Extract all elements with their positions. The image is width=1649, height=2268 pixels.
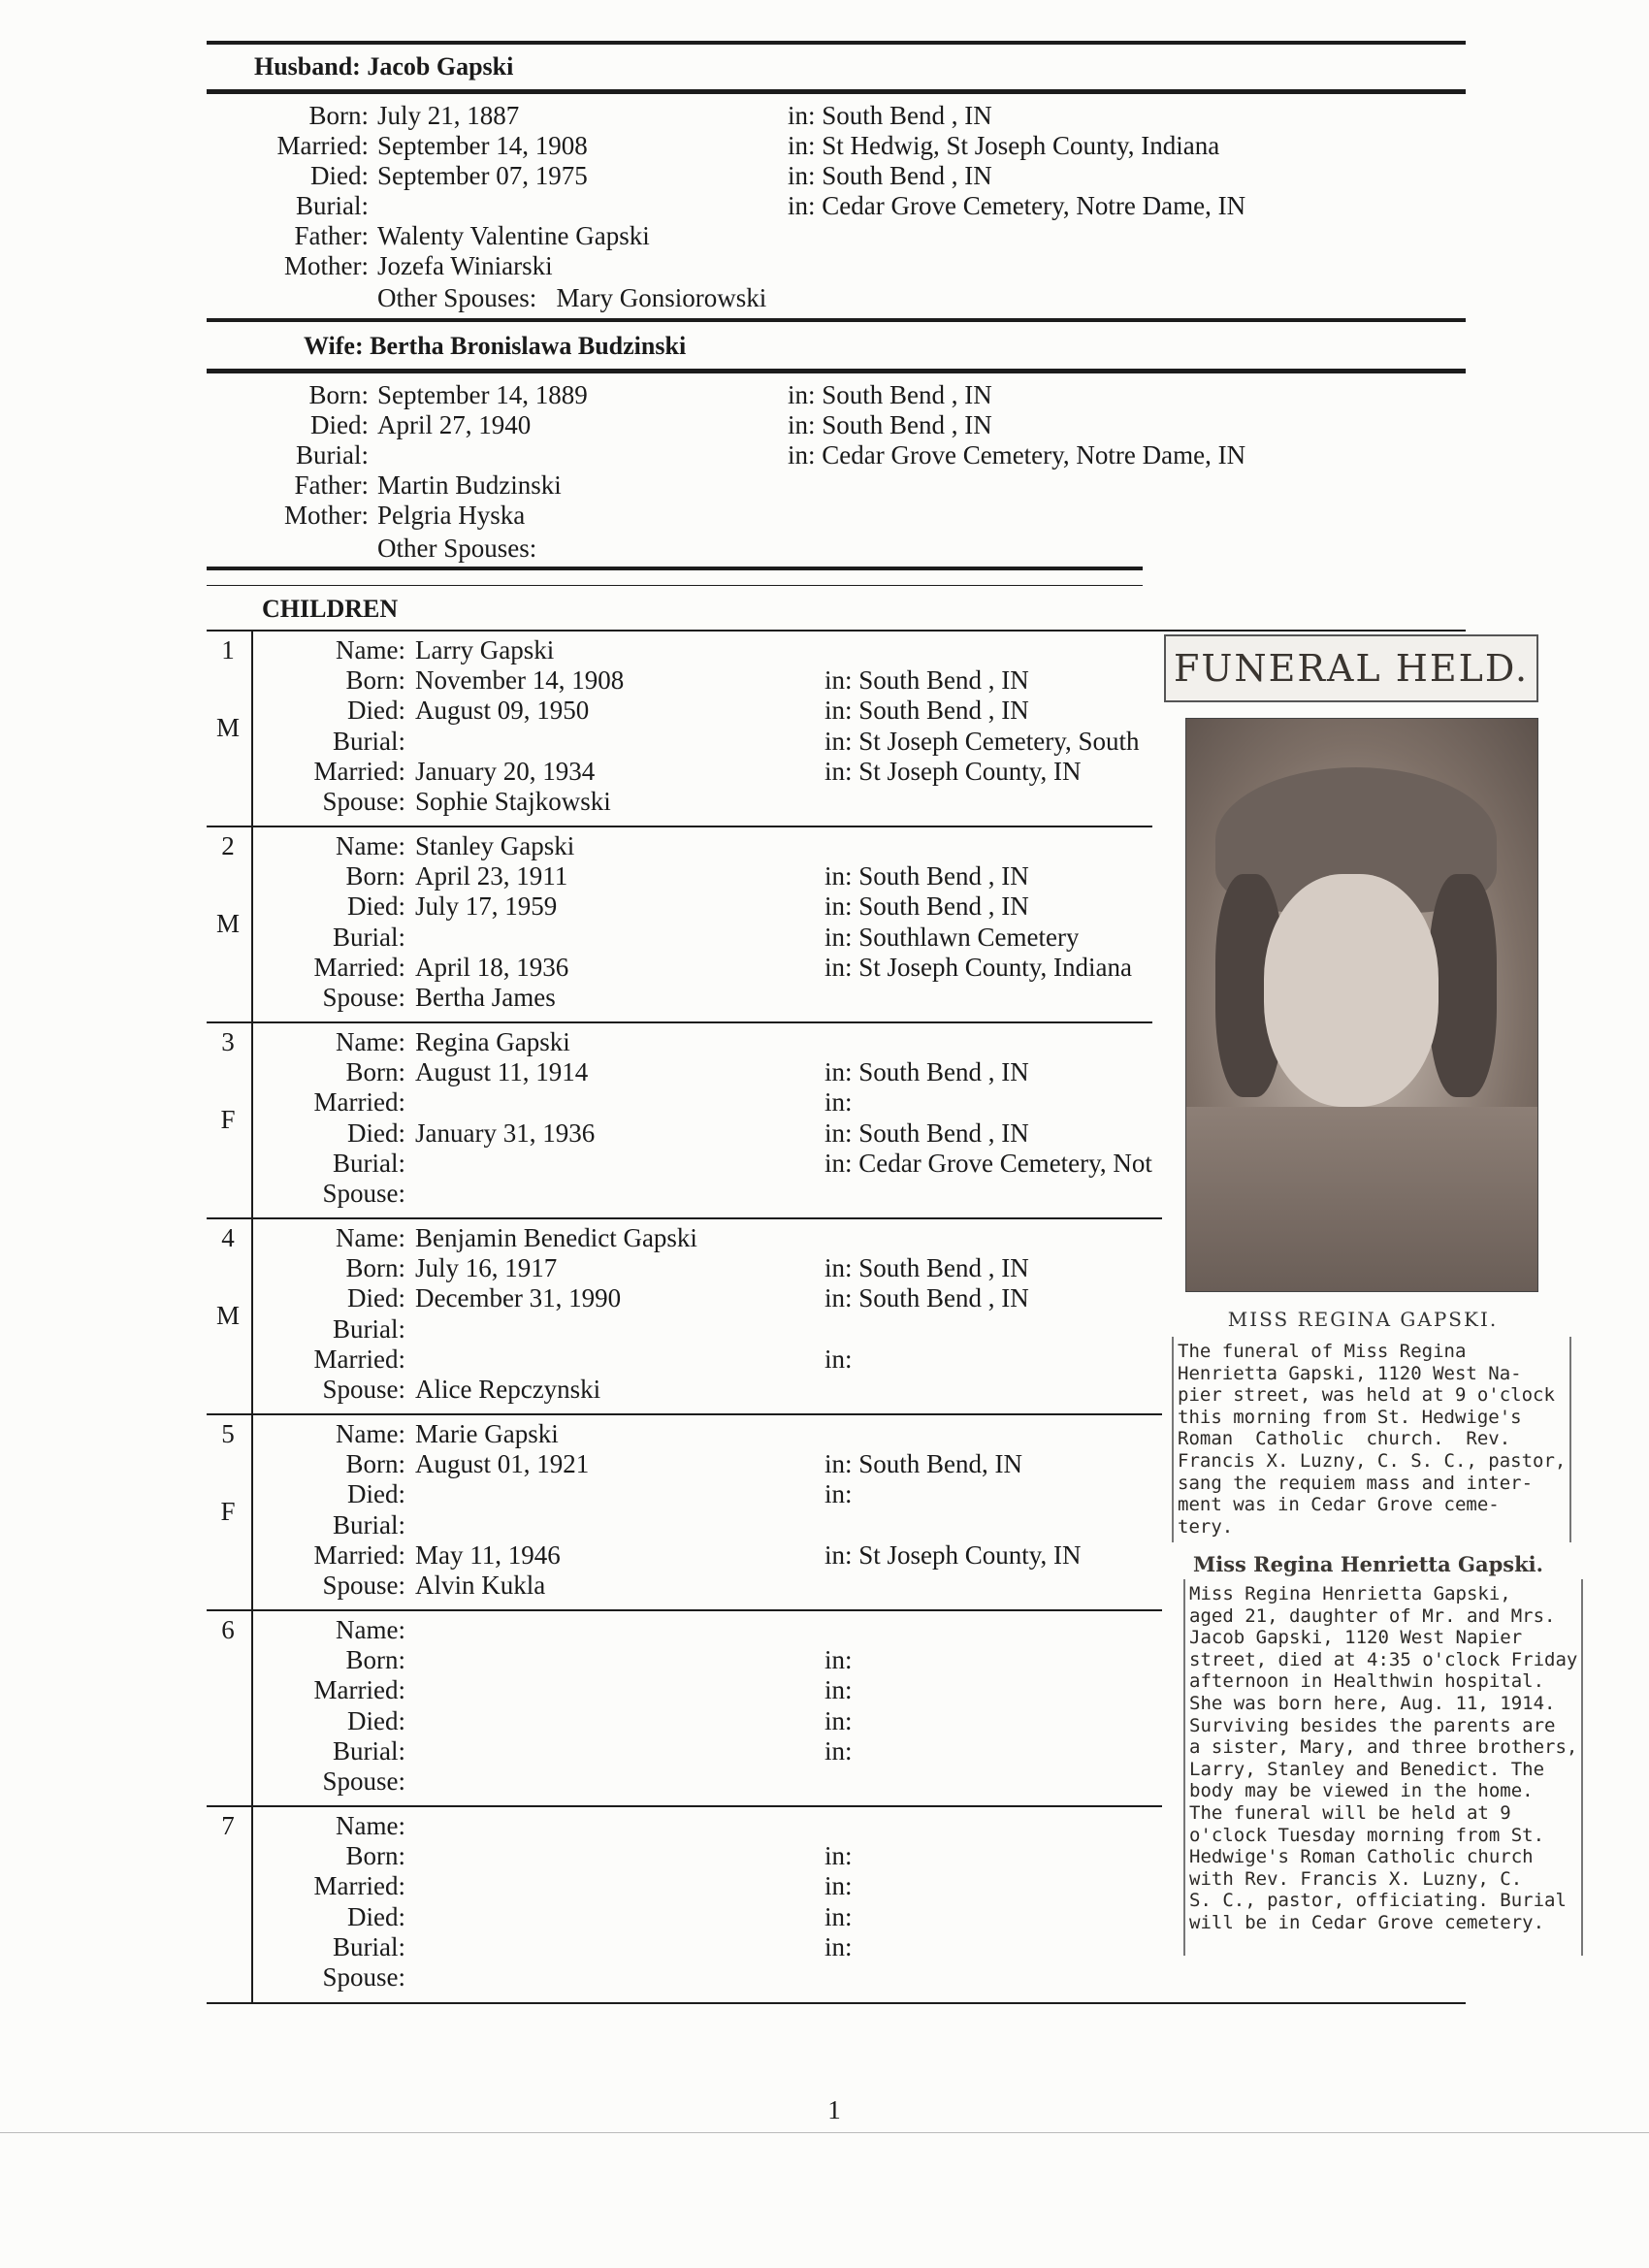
child-fact-value: April 18, 1936 (415, 952, 569, 982)
child-fact-place: in: South Bend , IN (824, 1253, 1029, 1283)
child-fact-value: Regina Gapski (415, 1027, 570, 1056)
child-fact-label: Spouse: (322, 787, 405, 816)
wife-fact-place: in: South Bend , IN (788, 410, 992, 439)
child-fact-value: Marie Gapski (415, 1419, 559, 1448)
husband-fact-value: July 21, 1887 (377, 101, 520, 130)
funeral-notice (1178, 1341, 1566, 1538)
child-fact-label: Burial: (333, 1735, 405, 1766)
child-fact-place: in: (824, 1735, 853, 1766)
wife-title-label: Wife: (304, 332, 364, 360)
child-fact-value: Larry Gapski (415, 635, 555, 664)
child-number: 2 (221, 831, 235, 860)
child-fact-place: in: St Joseph County, IN (824, 756, 1082, 786)
child-fact-label: Spouse: (322, 1962, 405, 1992)
husband-fact-place: in: South Bend , IN (788, 101, 992, 130)
child-fact-place: in: (824, 1344, 853, 1374)
child-fact-place: in: Cedar Grove Cemetery, Not (824, 1148, 1152, 1178)
wife-fact-label: Burial: (296, 440, 369, 470)
child-sex: M (215, 1301, 240, 1330)
wife-other-spouses: Other Spouses: (377, 534, 537, 563)
child-fact-value: Alice Repczynski (415, 1375, 601, 1404)
child-fact-value: January 31, 1936 (415, 1118, 596, 1148)
top-rule (207, 41, 1466, 45)
photo-coat (1186, 1107, 1537, 1291)
husband-title-label: Husband: (254, 52, 361, 81)
child-sex: F (220, 1105, 236, 1134)
child-number: 3 (221, 1027, 235, 1056)
husband-fact-value: Jozefa Winiarski (377, 251, 553, 280)
child-fact-value: July 17, 1959 (415, 891, 558, 922)
husband-fact-value: September 14, 1908 (377, 131, 588, 160)
funeral-text-line: tery. (1178, 1515, 1234, 1538)
child-fact-label: Burial: (333, 1148, 405, 1178)
child-fact-value: Stanley Gapski (415, 831, 575, 860)
child-fact-label: Died: (347, 891, 405, 922)
husband-other-spouses: Other Spouses: Mary Gonsiorowski (377, 283, 767, 312)
clipping-headline: FUNERAL HELD. (1164, 634, 1538, 702)
child-fact-label: Born: (345, 1645, 405, 1675)
child-fact-label: Spouse: (322, 1179, 405, 1208)
child-fact-label: Burial: (333, 1931, 405, 1961)
child-fact-place: in: (824, 1645, 853, 1675)
funeral-text-line: this morning from St. Hedwige's (1178, 1406, 1522, 1428)
funeral-text-line: Roman Catholic church. Rev. (1178, 1428, 1511, 1450)
child-fact-value: Alvin Kukla (415, 1571, 546, 1600)
child-fact-label: Spouse: (322, 1766, 405, 1796)
child-number: 6 (221, 1615, 235, 1644)
child-fact-label: Born: (345, 665, 405, 696)
child-separator-rule (207, 826, 1152, 827)
obit-text-line: afternoon in Healthwin hospital. (1189, 1670, 1545, 1693)
child-fact-label: Died: (347, 1705, 405, 1735)
obit-text-line: Larry, Stanley and Benedict. The (1189, 1758, 1545, 1780)
wife-fact-value: April 27, 1940 (377, 410, 532, 439)
obit-text-line: body may be viewed in the home. (1189, 1780, 1534, 1802)
child-fact-place: in: (824, 1675, 853, 1705)
wife-fact-value: Martin Budzinski (377, 470, 562, 500)
obituary-text (1189, 1583, 1577, 1934)
wife-fact-value: September 14, 1889 (377, 380, 588, 409)
child-fact-label: Name: (336, 1811, 405, 1840)
obit-text-line: Miss Regina Henrietta Gapski, (1189, 1583, 1511, 1604)
child-number: 5 (221, 1419, 235, 1448)
wife-name: Bertha Bronislawa Budzinski (370, 332, 687, 360)
child-fact-label: Died: (347, 1283, 405, 1313)
obit-text-line: Jacob Gapski, 1120 West Napier (1189, 1627, 1523, 1649)
child-sex: M (215, 713, 240, 742)
child-number: 7 (221, 1811, 235, 1840)
child-fact-value: August 11, 1914 (415, 1057, 589, 1087)
child-fact-place: in: South Bend , IN (824, 1283, 1029, 1313)
child-fact-place: in: South Bend , IN (824, 861, 1029, 891)
child-fact-label: Married: (313, 1675, 405, 1705)
child-fact-place: in: (824, 1841, 853, 1871)
children-heading: CHILDREN (262, 595, 399, 623)
child-separator-rule (207, 1413, 1162, 1415)
obit-text-line: street, died at 4:35 o'clock Friday (1189, 1648, 1578, 1670)
husband-fact-place: in: South Bend , IN (788, 161, 992, 190)
obit-text-line: The funeral will be held at 9 (1189, 1801, 1511, 1824)
child-fact-place: in: South Bend , IN (824, 1057, 1029, 1087)
page-bottom-rule (0, 2132, 1649, 2133)
child-fact-label: Born: (345, 861, 405, 891)
obit-text-line: Surviving besides the parents are (1189, 1714, 1556, 1736)
husband-heading-rule (207, 89, 1466, 94)
child-fact-place: in: South Bend , IN (824, 1118, 1029, 1148)
husband-fact-label: Died: (310, 161, 369, 190)
child-sex: M (215, 909, 240, 938)
child-fact-label: Spouse: (322, 1571, 405, 1600)
child-fact-value: April 23, 1911 (415, 861, 568, 891)
wife-fact-place: in: Cedar Grove Cemetery, Notre Dame, IN (788, 440, 1246, 470)
child-fact-place: in: St Joseph County, IN (824, 1539, 1082, 1570)
child-fact-label: Born: (345, 1253, 405, 1283)
husband-fact-label: Father: (294, 221, 369, 250)
wife-fact-label: Mother: (284, 501, 369, 530)
child-fact-label: Born: (345, 1449, 405, 1479)
child-separator-rule (207, 1805, 1162, 1807)
child-fact-label: Married: (313, 1871, 405, 1901)
child-fact-value: August 01, 1921 (415, 1449, 590, 1479)
child-separator-rule (207, 1021, 1152, 1023)
child-fact-label: Name: (336, 635, 405, 664)
husband-fact-place: in: Cedar Grove Cemetery, Notre Dame, IN (788, 191, 1246, 220)
obit-text-line: with Rev. Francis X. Luzny, C. (1189, 1867, 1523, 1890)
child-fact-label: Born: (345, 1057, 405, 1087)
child-fact-label: Name: (336, 1419, 405, 1448)
child-fact-place: in: South Bend , IN (824, 891, 1029, 922)
funeral-text-line: pier street, was held at 9 o'clock (1178, 1384, 1555, 1407)
photo-caption: MISS REGINA GAPSKI. (1227, 1308, 1499, 1331)
child-fact-place: in: South Bend , IN (824, 665, 1029, 696)
child-fact-value: Benjamin Benedict Gapski (415, 1223, 697, 1252)
husband-fact-place: in: St Hedwig, St Joseph County, Indiana (788, 131, 1220, 160)
funeral-text-line: sang the requiem mass and inter- (1178, 1472, 1534, 1494)
obit-text-line: S. C., pastor, officiating. Burial (1189, 1890, 1567, 1912)
husband-fact-label: Burial: (296, 191, 369, 220)
obit-text-line: She was born here, Aug. 11, 1914. (1189, 1692, 1556, 1714)
child-fact-place: in: (824, 1931, 853, 1961)
child-fact-label: Name: (336, 1615, 405, 1644)
page-number: 1 (827, 2095, 841, 2124)
child-separator-rule (207, 1609, 1162, 1611)
husband-name: Jacob Gapski (367, 52, 514, 81)
children-top-rule-thin (207, 585, 1143, 586)
obit-text-line: a sister, Mary, and three brothers, (1189, 1736, 1578, 1759)
child-fact-label: Died: (347, 1901, 405, 1931)
child-fact-label: Name: (336, 1027, 405, 1056)
child-fact-place: in: (824, 1871, 853, 1901)
child-fact-label: Married: (313, 756, 405, 786)
child-fact-value: Sophie Stajkowski (415, 787, 611, 816)
obit-text-line: will be in Cedar Grove cemetery. (1189, 1911, 1545, 1933)
wife-fact-label: Died: (310, 410, 369, 439)
children-heading-rule (207, 630, 1466, 632)
husband-fact-label: Married: (276, 131, 369, 160)
child-fact-label: Died: (347, 696, 405, 726)
child-fact-place: in: (824, 1705, 853, 1735)
husband-other-spouse-name: Mary Gonsiorowski (556, 283, 767, 312)
child-fact-place: in: St Joseph Cemetery, South (824, 726, 1140, 756)
wife-top-rule (207, 318, 1466, 322)
child-fact-place: in: South Bend , IN (824, 696, 1029, 726)
child-sex: F (220, 1497, 236, 1526)
obituary-headline: Miss Regina Henrietta Gapski. (1193, 1552, 1543, 1576)
wife-heading-rule (207, 369, 1466, 373)
child-fact-value: August 09, 1950 (415, 696, 590, 726)
child-fact-label: Spouse: (322, 983, 405, 1012)
husband-fact-label: Mother: (284, 251, 369, 280)
funeral-text-line: The funeral of Miss Regina (1178, 1341, 1467, 1362)
child-fact-value: January 20, 1934 (415, 756, 596, 786)
child-fact-label: Burial: (333, 1509, 405, 1539)
husband-fact-value: September 07, 1975 (377, 161, 588, 190)
children-top-rule (207, 567, 1143, 570)
child-fact-place: in: St Joseph County, Indiana (824, 952, 1132, 982)
portrait-photo (1185, 718, 1538, 1292)
husband-heading (254, 52, 513, 81)
child-fact-value: July 16, 1917 (415, 1253, 558, 1283)
child-fact-place: in: (824, 1087, 853, 1118)
obit-text-line: o'clock Tuesday morning from St. (1189, 1824, 1545, 1846)
child-fact-label: Married: (313, 1087, 405, 1118)
child-fact-label: Married: (313, 1539, 405, 1570)
funeral-text-line: ment was in Cedar Grove ceme- (1178, 1494, 1500, 1516)
child-fact-place: in: Southlawn Cemetery (824, 922, 1080, 952)
obit-text-line: aged 21, daughter of Mr. and Mrs. (1189, 1604, 1556, 1627)
child-number: 1 (221, 635, 235, 664)
photo-hair-right (1429, 874, 1497, 1097)
child-fact-label: Died: (347, 1118, 405, 1148)
child-fact-value: Bertha James (415, 983, 556, 1012)
child-fact-label: Burial: (333, 922, 405, 952)
child-fact-label: Born: (345, 1841, 405, 1871)
husband-fact-label: Born: (308, 101, 369, 130)
funeral-text-line: Henrietta Gapski, 1120 West Na- (1178, 1362, 1522, 1384)
bottom-rule (207, 2002, 1466, 2004)
child-fact-value: November 14, 1908 (415, 665, 625, 696)
child-fact-label: Married: (313, 952, 405, 982)
wife-fact-place: in: South Bend , IN (788, 380, 992, 409)
child-number: 4 (221, 1223, 235, 1252)
child-fact-value: December 31, 1990 (415, 1283, 622, 1313)
wife-heading (304, 332, 686, 361)
wife-fact-value: Pelgria Hyska (377, 501, 526, 530)
child-fact-label: Married: (313, 1344, 405, 1374)
husband-fact-value: Walenty Valentine Gapski (377, 221, 650, 250)
child-fact-label: Burial: (333, 1313, 405, 1344)
child-fact-label: Died: (347, 1479, 405, 1509)
child-fact-place: in: South Bend, IN (824, 1449, 1023, 1479)
child-fact-label: Burial: (333, 726, 405, 756)
funeral-text-line: Francis X. Luzny, C. S. C., pastor, (1178, 1449, 1567, 1472)
child-separator-rule (207, 1217, 1162, 1219)
child-fact-place: in: (824, 1479, 853, 1509)
obit-text-line: Hedwige's Roman Catholic church (1189, 1846, 1534, 1868)
wife-fact-label: Born: (308, 380, 369, 409)
child-fact-label: Spouse: (322, 1375, 405, 1404)
child-fact-label: Name: (336, 1223, 405, 1252)
child-fact-label: Name: (336, 831, 405, 860)
child-fact-value: May 11, 1946 (415, 1539, 561, 1570)
child-fact-place: in: (824, 1901, 853, 1931)
photo-face (1264, 874, 1439, 1107)
wife-fact-label: Father: (294, 470, 369, 500)
